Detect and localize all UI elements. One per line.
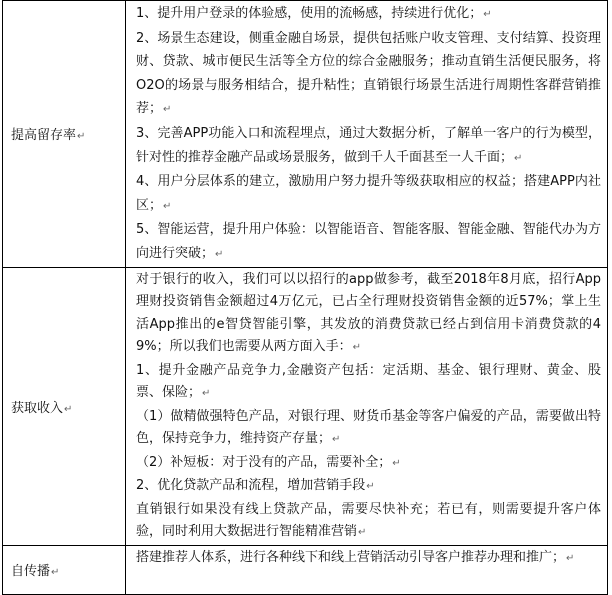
paragraph-mark-icon: ↵ [392,457,401,469]
paragraph-mark-icon: ↵ [483,9,492,20]
content-line: （2）补短板：对于没有的产品，需要补全； [136,454,392,470]
content-line: 2、场景生态建设，侧重金融自场景，提供包括账户收支管理、支付结算、投资理财、贷款、城市便民生活等全方位的综合金融服务；推动直销生活便民服务，将O2O的场景与服务相结合，提升粘性；直销银行场景生活进行周期性客群营销推荐； [136,30,601,117]
content-line: 1、提升用户登录的体验感，使用的流畅感，持续进行优化； [136,6,483,21]
paragraph-mark-icon: ↵ [514,152,523,164]
paragraph-mark-icon: ↵ [51,567,60,579]
paragraph-mark-icon: ↵ [163,104,172,116]
row-label-cell [3,267,126,545]
row-label-cell [3,545,126,594]
content-line: 2、优化贷款产品和流程，增加营销手段 [136,478,366,494]
paragraph-mark-icon: ↵ [352,342,362,354]
paragraph-mark-icon: ↵ [163,200,172,212]
content-line: 搭建推荐人体系，进行各种线下和线上营销活动引导客户推荐办理和推广； [136,549,566,565]
paragraph-mark-icon: ↵ [64,403,73,415]
row-content-cell [126,267,608,545]
content-line: 对于银行的收入，我们可以以招行的app做参考，截至2018年8月底，招行App理财投资销售金额超过4万亿元，已占全行理财投资销售金额的近57%；掌上生活App推出的e智贷智能引擎，其发放的消费贷款已经占到信用卡消费贷款的49%；所以我们也需要从两方面入手： [136,271,601,355]
content-line: 直销银行如果没有线上贷款产品，需要尽快补充；若已有，则需要提升客户体验，同时利用大数据进行智能精准营销 [136,501,601,540]
paragraph-mark-icon: ↵ [77,131,86,143]
row-label: 提高留存率 [11,128,77,144]
paragraph-mark-icon: ↵ [215,248,224,260]
table-row [3,545,608,594]
paragraph-mark-icon: ↵ [202,388,211,400]
table-row [3,267,608,545]
content-line: （1）做精做强特色产品，对银行理、财货币基金等客户偏爱的产品，需要做出特色，保持竞争力，维持资产存量； [136,408,601,447]
content-line: 3、完善APP功能入口和流程埋点，通过大数据分析，了解单一客户的行为模型，针对性的推荐金融产品或场景服务，做到千人千面甚至一人千面； [136,125,601,165]
row-content-cell [126,545,608,594]
paragraph-mark-icon: ↵ [358,527,367,539]
table-row [3,1,608,268]
row-label: 获取收入 [11,400,64,416]
strategy-table [2,0,608,595]
paragraph-mark-icon: ↵ [332,434,341,446]
row-label: 自传播 [11,564,51,580]
row-label-cell [3,1,126,268]
row-content-cell [126,1,608,268]
content-line: 1、提升金融产品竞争力,金融资产包括：定活期、基金、银行理财、黄金、股票、保险； [136,362,601,401]
paragraph-mark-icon: ↵ [366,481,375,493]
content-line: 4、用户分层体系的建立，激励用户努力提升等级获取相应的权益；搭建APP内社区； [136,174,601,213]
paragraph-mark-icon: ↵ [566,552,575,564]
content-line: 5、智能运营，提升用户体验：以智能语音、智能客服、智能金融、智能代办为方向进行突破； [136,222,601,261]
